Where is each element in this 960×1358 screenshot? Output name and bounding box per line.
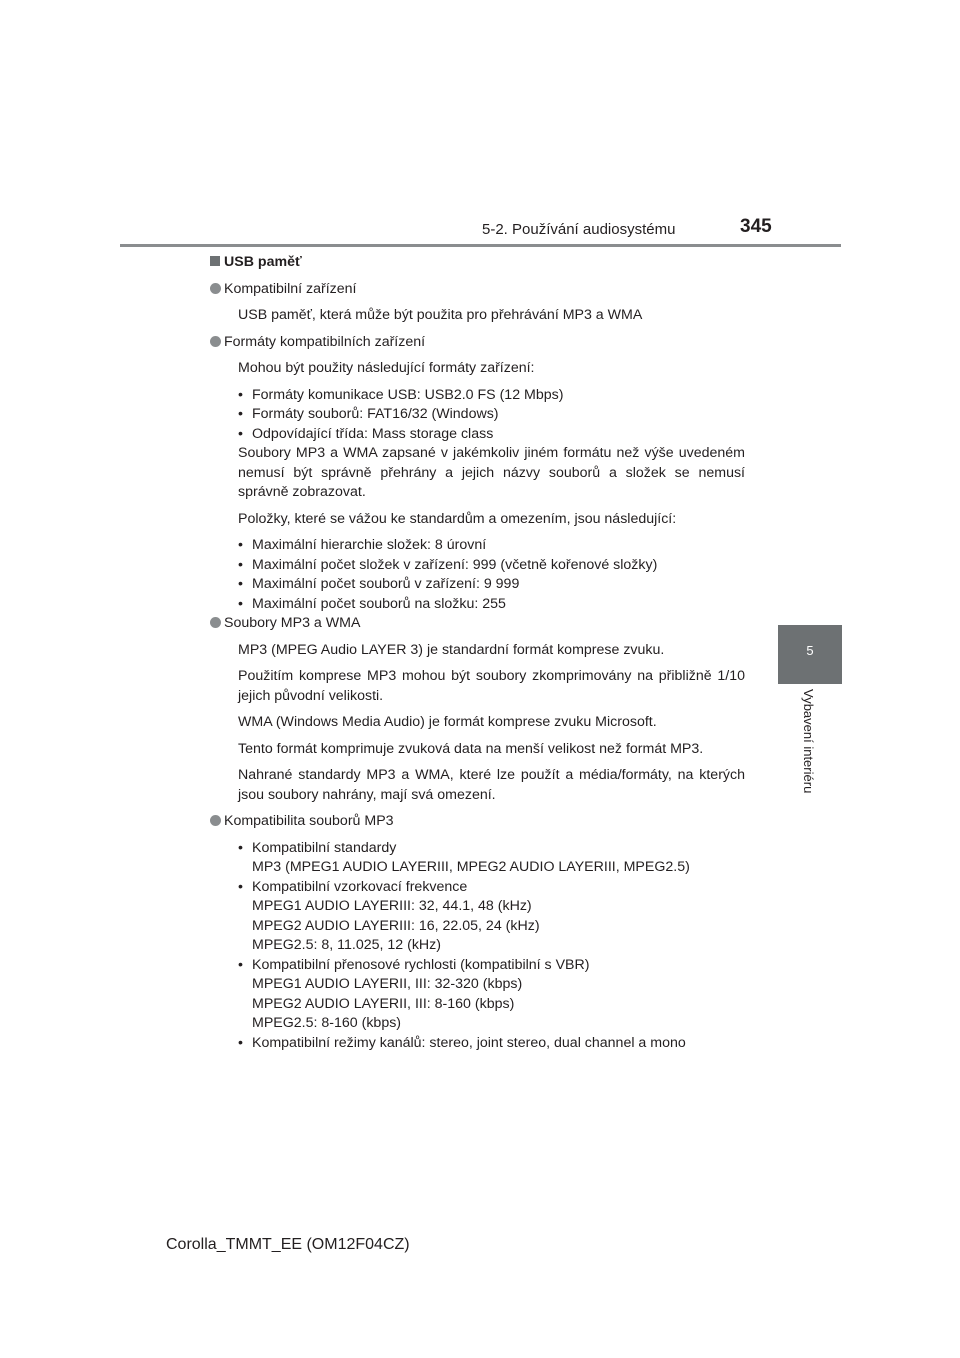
- list-item: • Maximální počet složek v zařízení: 999 (včetně kořenové složky): [238, 556, 745, 576]
- list-item-detail: MPEG2.5: 8-160 (kbps): [252, 1015, 402, 1031]
- subheading-text: Soubory MP3 a WMA: [224, 615, 361, 631]
- paragraph: USB paměť, která může být použita pro přehrávání MP3 a WMA: [238, 307, 643, 323]
- list-item-detail: MPEG1 AUDIO LAYERIII: 32, 44.1, 48 (kHz): [252, 898, 532, 914]
- chapter-tab-label: Vybavení interiéru: [801, 689, 816, 794]
- list-item-detail: MPEG1 AUDIO LAYERII, III: 32-320 (kbps): [252, 976, 523, 992]
- subheading-mp3-compatibility: [224, 812, 745, 832]
- circle-bullet-icon: [210, 815, 221, 826]
- section-heading: [210, 253, 745, 273]
- list-item-detail: MP3 (MPEG1 AUDIO LAYERIII, MPEG2 AUDIO LAYERIII, MPEG2.5): [252, 859, 690, 875]
- paragraph: Položky, které se vážou ke standardům a omezením, jsou následující:: [238, 510, 677, 527]
- square-bullet-icon: [210, 256, 220, 266]
- list-item-detail: MPEG2 AUDIO LAYERIII: 16, 22.05, 24 (kHz): [252, 917, 540, 934]
- paragraph: Soubory MP3 a WMA zapsané v jakémkoliv jiném formátu než výše uvedeném nemusí být správně přehrány a jejich názvy souborů a složek se nemusí správně zobrazovat.: [238, 445, 745, 500]
- paragraph: WMA (Windows Media Audio) je formát komprese zvuku Microsoft.: [238, 714, 657, 730]
- footer-document-id: Corolla_TMMT_EE (OM12F04CZ): [166, 1236, 410, 1253]
- chapter-tab-number: 5: [806, 643, 814, 658]
- paragraph: Nahrané standardy MP3 a WMA, které lze použít a média/formáty, na kterých jsou soubory nahrány, mají svá omezení.: [238, 767, 745, 803]
- list-item: • Formáty komunikace USB: USB2.0 FS (12 Mbps): [238, 386, 745, 406]
- compatibility-list: [238, 839, 745, 1054]
- list-item: • Maximální počet souborů na složku: 255: [238, 595, 745, 615]
- list-item: • Odpovídající třída: Mass storage class: [238, 425, 745, 445]
- paragraph: Tento formát komprimuje zvuková data na menší velikost než formát MP3.: [238, 740, 704, 757]
- list-item-title: • Kompatibilní vzorkovací frekvence: [252, 878, 468, 895]
- list-item: [238, 878, 745, 956]
- circle-bullet-icon: [210, 617, 221, 628]
- paragraph: Mohou být použity následující formáty zařízení:: [238, 360, 535, 376]
- list-item: [238, 956, 745, 1034]
- page-number: 345: [740, 216, 772, 237]
- header-rule: [120, 244, 841, 247]
- list-item-detail: MPEG2 AUDIO LAYERII, III: 8-160 (kbps): [252, 995, 515, 1012]
- list-item-title: • Kompatibilní standardy: [252, 839, 397, 856]
- list-item: • Maximální počet souborů v zařízení: 9 999: [238, 575, 745, 595]
- list-item: • Kompatibilní režimy kanálů: stereo, joint stereo, dual channel a mono: [238, 1034, 745, 1054]
- list-item-detail: MPEG2.5: 8, 11.025, 12 (kHz): [252, 937, 441, 953]
- header-section-title: 5-2. Používání audiosystému: [482, 221, 676, 238]
- main-content: [210, 253, 745, 1053]
- circle-bullet-icon: [210, 336, 221, 347]
- subheading-text: Kompatibilní zařízení: [224, 280, 357, 297]
- paragraph: Použitím komprese MP3 mohou být soubory zkomprimovány na přibližně 1/10 jejich původní velikosti.: [238, 668, 745, 704]
- limits-list: [238, 536, 745, 614]
- subheading-device-formats: [224, 333, 745, 353]
- format-list: [238, 386, 745, 445]
- list-item-title: • Kompatibilní přenosové rychlosti (kompatibilní s VBR): [252, 956, 590, 973]
- paragraph: MP3 (MPEG Audio LAYER 3) je standardní formát komprese zvuku.: [238, 641, 665, 658]
- subheading-text: Formáty kompatibilních zařízení: [224, 333, 426, 350]
- list-item: • Maximální hierarchie složek: 8 úrovní: [238, 536, 745, 556]
- list-item: [238, 839, 745, 878]
- subheading-mp3-wma-files: [224, 614, 745, 634]
- list-item: • Formáty souborů: FAT16/32 (Windows): [238, 405, 745, 425]
- circle-bullet-icon: [210, 283, 221, 294]
- subheading-compatible-devices: [224, 280, 745, 300]
- section-heading-text: USB paměť: [224, 254, 302, 270]
- subheading-text: Kompatibilita souborů MP3: [224, 813, 394, 829]
